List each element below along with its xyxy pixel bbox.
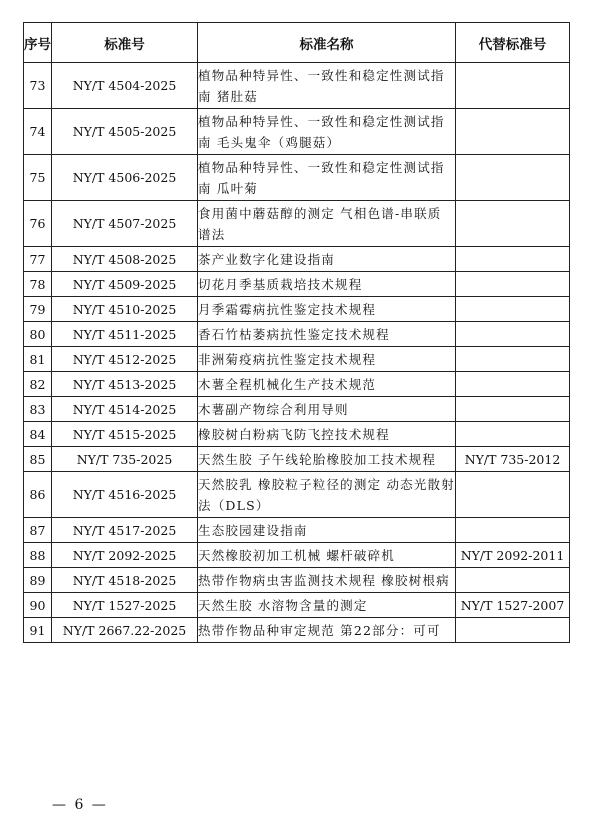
row-replaces-cell	[456, 472, 570, 518]
row-code-cell: NY/T 4517-2025	[52, 518, 198, 543]
row-code-cell: NY/T 4504-2025	[52, 63, 198, 109]
table-row	[24, 109, 570, 155]
row-code-cell: NY/T 1527-2025	[52, 593, 198, 618]
row-name-cell: 生态胶园建设指南	[198, 518, 456, 543]
row-code-cell: NY/T 4513-2025	[52, 372, 198, 397]
row-code-cell: NY/T 4506-2025	[52, 155, 198, 201]
table-row	[24, 201, 570, 247]
row-seq-cell: 82	[24, 372, 52, 397]
row-replaces-cell	[456, 109, 570, 155]
row-seq-cell: 81	[24, 347, 52, 372]
row-name-cell: 切花月季基质栽培技术规程	[198, 272, 456, 297]
table-row	[24, 518, 570, 543]
table-row	[24, 347, 570, 372]
row-replaces-cell	[456, 297, 570, 322]
row-code-cell: NY/T 4515-2025	[52, 422, 198, 447]
row-seq-cell: 77	[24, 247, 52, 272]
row-name-cell: 热带作物品种审定规范 第22部分：可可	[198, 618, 456, 643]
table-row	[24, 543, 570, 568]
row-replaces-cell	[456, 155, 570, 201]
row-replaces-cell	[456, 372, 570, 397]
row-seq-cell: 78	[24, 272, 52, 297]
standards-table	[23, 22, 570, 643]
row-replaces-cell	[456, 422, 570, 447]
table-row	[24, 272, 570, 297]
row-name-cell: 香石竹枯萎病抗性鉴定技术规程	[198, 322, 456, 347]
row-name-cell: 木薯副产物综合利用导则	[198, 397, 456, 422]
row-code-cell: NY/T 4516-2025	[52, 472, 198, 518]
row-code-cell: NY/T 4512-2025	[52, 347, 198, 372]
row-name-cell: 热带作物病虫害监测技术规程 橡胶树根病	[198, 568, 456, 593]
row-seq-cell: 90	[24, 593, 52, 618]
row-code-cell: NY/T 2667.22-2025	[52, 618, 198, 643]
table-row	[24, 422, 570, 447]
table-row	[24, 472, 570, 518]
row-name-cell: 植物品种特异性、一致性和稳定性测试指南 瓜叶菊	[198, 155, 456, 201]
row-name-cell: 茶产业数字化建设指南	[198, 247, 456, 272]
row-replaces-cell: NY/T 1527-2007	[456, 593, 570, 618]
row-name-cell: 非洲菊疫病抗性鉴定技术规程	[198, 347, 456, 372]
row-name-cell: 天然生胶 水溶物含量的测定	[198, 593, 456, 618]
row-replaces-cell	[456, 568, 570, 593]
table-row	[24, 568, 570, 593]
row-code-cell: NY/T 4514-2025	[52, 397, 198, 422]
row-seq-cell: 91	[24, 618, 52, 643]
row-replaces-cell	[456, 518, 570, 543]
row-code-cell: NY/T 735-2025	[52, 447, 198, 472]
row-name-cell: 木薯全程机械化生产技术规范	[198, 372, 456, 397]
row-code-cell: NY/T 4507-2025	[52, 201, 198, 247]
row-replaces-cell	[456, 397, 570, 422]
row-seq-cell: 73	[24, 63, 52, 109]
table-row	[24, 372, 570, 397]
row-replaces-cell	[456, 63, 570, 109]
row-replaces-cell: NY/T 735-2012	[456, 447, 570, 472]
row-replaces-cell	[456, 347, 570, 372]
row-code-cell: NY/T 2092-2025	[52, 543, 198, 568]
row-replaces-cell: NY/T 2092-2011	[456, 543, 570, 568]
row-code-cell: NY/T 4509-2025	[52, 272, 198, 297]
row-replaces-cell	[456, 201, 570, 247]
page-number: — 6 —	[52, 797, 108, 813]
header-name: 标准名称	[198, 23, 456, 63]
row-name-cell: 植物品种特异性、一致性和稳定性测试指南 毛头鬼伞（鸡腿菇）	[198, 109, 456, 155]
row-replaces-cell	[456, 618, 570, 643]
row-seq-cell: 76	[24, 201, 52, 247]
table-header-row	[24, 23, 570, 63]
row-name-cell: 天然胶乳 橡胶粒子粒径的测定 动态光散射法（DLS）	[198, 472, 456, 518]
row-seq-cell: 80	[24, 322, 52, 347]
table-row	[24, 155, 570, 201]
row-name-cell: 天然生胶 子午线轮胎橡胶加工技术规程	[198, 447, 456, 472]
row-seq-cell: 87	[24, 518, 52, 543]
table-row	[24, 618, 570, 643]
row-code-cell: NY/T 4508-2025	[52, 247, 198, 272]
row-code-cell: NY/T 4510-2025	[52, 297, 198, 322]
row-seq-cell: 85	[24, 447, 52, 472]
row-seq-cell: 88	[24, 543, 52, 568]
header-replaces: 代替标准号	[456, 23, 570, 63]
table-row	[24, 447, 570, 472]
table-row	[24, 63, 570, 109]
row-name-cell: 食用菌中蘑菇醇的测定 气相色谱-串联质谱法	[198, 201, 456, 247]
header-seq: 序号	[24, 23, 52, 63]
row-seq-cell: 79	[24, 297, 52, 322]
table-row	[24, 397, 570, 422]
row-replaces-cell	[456, 322, 570, 347]
row-replaces-cell	[456, 247, 570, 272]
row-name-cell: 月季霜霉病抗性鉴定技术规程	[198, 297, 456, 322]
table-row	[24, 297, 570, 322]
table-row	[24, 322, 570, 347]
row-code-cell: NY/T 4518-2025	[52, 568, 198, 593]
row-seq-cell: 89	[24, 568, 52, 593]
row-seq-cell: 74	[24, 109, 52, 155]
row-name-cell: 植物品种特异性、一致性和稳定性测试指南 猪肚菇	[198, 63, 456, 109]
table-row	[24, 247, 570, 272]
row-seq-cell: 86	[24, 472, 52, 518]
table-row	[24, 593, 570, 618]
row-seq-cell: 75	[24, 155, 52, 201]
row-code-cell: NY/T 4505-2025	[52, 109, 198, 155]
row-seq-cell: 84	[24, 422, 52, 447]
header-code: 标准号	[52, 23, 198, 63]
row-replaces-cell	[456, 272, 570, 297]
row-seq-cell: 83	[24, 397, 52, 422]
row-code-cell: NY/T 4511-2025	[52, 322, 198, 347]
row-name-cell: 橡胶树白粉病飞防飞控技术规程	[198, 422, 456, 447]
row-name-cell: 天然橡胶初加工机械 螺杆破碎机	[198, 543, 456, 568]
